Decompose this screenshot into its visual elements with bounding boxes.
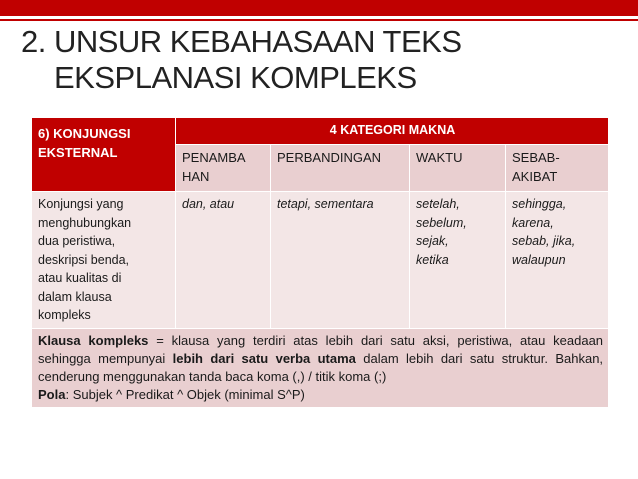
example-text: walaupun: [512, 252, 566, 267]
top-accent-rule: [0, 19, 638, 21]
left-header-line1: 6) KONJUNGSI: [38, 126, 131, 141]
example-text: sebelum,: [416, 215, 467, 230]
left-header-cell: [32, 118, 176, 192]
example-text: sebab, jika,: [512, 234, 576, 248]
example-text: sehingga,: [512, 197, 567, 211]
conjunction-table: [31, 117, 609, 408]
definition-term: Klausa kompleks: [38, 333, 149, 348]
category-cell-perbandingan: [271, 145, 410, 192]
table-row: [32, 192, 609, 329]
category-label: PERBANDINGAN: [277, 150, 382, 165]
example-text: sejak,: [416, 234, 449, 248]
left-header-line2: EKSTERNAL: [38, 145, 118, 160]
slide-title-line1: 2. UNSUR KEBAHASAAN TEKS: [21, 24, 462, 59]
pattern-label: Pola: [38, 387, 66, 402]
category-label: AKIBAT: [512, 169, 558, 184]
description-line: dalam klausa: [38, 289, 112, 304]
description-cell: [32, 192, 176, 329]
description-line: menghubungkan: [38, 215, 132, 230]
category-cell-waktu: [410, 145, 506, 192]
example-text: karena,: [512, 215, 554, 230]
description-line: atau kualitas di: [38, 271, 122, 285]
description-line: kompleks: [38, 308, 91, 322]
category-label: SEBAB-: [512, 150, 560, 165]
table-header-row: [32, 118, 609, 145]
category-label: PENAMBA: [182, 150, 246, 165]
definition-emphasis: lebih dari satu verba utama: [172, 351, 356, 366]
examples-penambahan: [176, 192, 271, 329]
category-cell-sebab-akibat: [506, 145, 609, 192]
example-text: ketika: [416, 252, 449, 267]
example-text: tetapi, sementara: [277, 197, 374, 211]
example-text: setelah,: [416, 197, 460, 211]
category-label: HAN: [182, 169, 210, 184]
description-line: Konjungsi yang: [38, 197, 124, 211]
top-accent-bar: [0, 0, 638, 16]
description-line: dua peristiwa,: [38, 234, 116, 248]
category-label: WAKTU: [416, 150, 463, 165]
examples-waktu: [410, 192, 506, 329]
slide-title-line2: EKSPLANASI KOMPLEKS: [54, 60, 417, 95]
main-header-cell: 4 KATEGORI MAKNA: [176, 118, 609, 145]
description-line: deskripsi benda,: [38, 252, 130, 267]
example-text: dan, atau: [182, 197, 235, 211]
definition-text-cont: dalam lebih dari satu struktur. Bahkan, cenderung menggunakan tanda baca koma (,) / titik koma (;): [38, 351, 604, 384]
examples-perbandingan: [271, 192, 410, 329]
footer-row: [32, 329, 609, 408]
footer-definition-cell: [32, 329, 609, 408]
pattern-text: : Subjek ^ Predikat ^ Objek (minimal S^P): [65, 387, 305, 402]
slide-title: [21, 24, 621, 96]
category-cell-penambahan: [176, 145, 271, 192]
definition-text: = klausa yang terdiri atas lebih dari satu aksi, peristiwa, atau keadaan sehingga mempunyai: [38, 333, 604, 366]
examples-sebab-akibat: [506, 192, 609, 329]
